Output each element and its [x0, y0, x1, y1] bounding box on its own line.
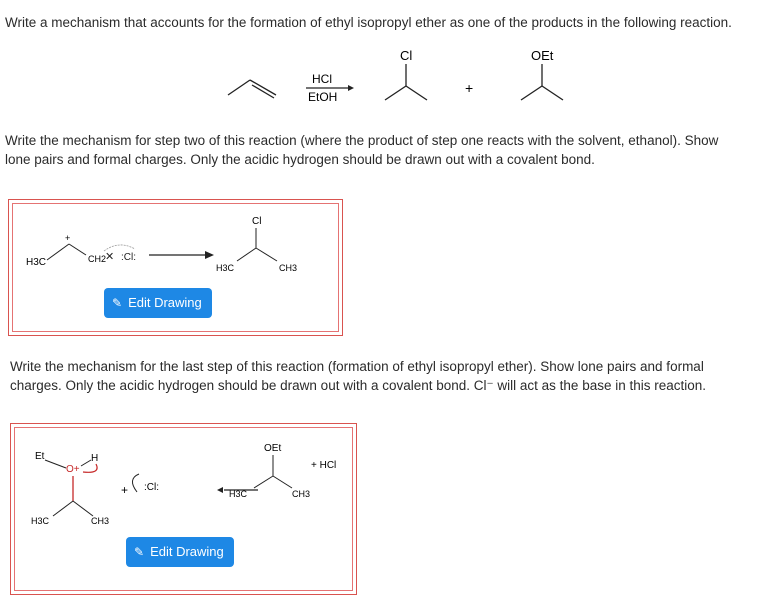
- reagent-etoh: EtOH: [308, 90, 338, 104]
- step2-text-line1: Write the mechanism for step two of this reaction (where the product of step one reacts with the solvent, ethanol). Show: [5, 133, 719, 148]
- ether-structure: [521, 64, 563, 100]
- propene-structure: [228, 80, 276, 98]
- step3-drawing: [11, 424, 356, 594]
- isopropyl-chloride-structure: [385, 64, 427, 100]
- hcl-byproduct: + HCl: [311, 460, 337, 471]
- oxonium-label: O+: [66, 464, 80, 475]
- right-cl-label: Cl: [252, 216, 262, 227]
- left-ch3-label: CH3: [91, 516, 110, 526]
- question-intro: Write a mechanism that accounts for the formation of ethyl isopropyl ether as one of the products in the following reaction.: [5, 15, 732, 30]
- reagent-hcl: HCl: [312, 72, 332, 86]
- right-h3c-label: H3C: [229, 489, 248, 499]
- chloride-ion-step3: :Cl:: [144, 482, 159, 493]
- et-label: Et: [35, 451, 45, 462]
- h-label: H: [91, 453, 99, 464]
- edit-drawing-button-step2[interactable]: ✎ Edit Drawing: [104, 288, 212, 318]
- product1-label: Cl: [400, 48, 413, 63]
- left-h3c-label: H3C: [31, 516, 50, 526]
- ch2-label: CH2: [88, 254, 107, 264]
- plus-sign-step3: +: [121, 483, 129, 497]
- step2-drawing-area[interactable]: [8, 199, 343, 336]
- chloride-ion: :Cl:: [121, 252, 136, 263]
- svg-text:✕: ✕: [105, 251, 115, 263]
- right-h3c-label: H3C: [216, 263, 235, 273]
- pencil-icon: ✎: [134, 545, 145, 559]
- left-h3c-label: H3C: [26, 257, 47, 268]
- svg-text:+: +: [65, 233, 71, 243]
- oet-label: OEt: [264, 443, 282, 454]
- step3-text-line1: Write the mechanism for the last step of this reaction (formation of ethyl isopropyl ether). Show lone pairs and formal: [10, 359, 704, 374]
- reaction-scheme: [220, 40, 580, 115]
- plus-sign: +: [465, 80, 474, 96]
- step3-text-line2: charges. Only the acidic hydrogen should be drawn out with a covalent bond. Cl⁻ will act as the base in this reaction.: [10, 378, 707, 393]
- step2-text-line2: lone pairs and formal charges. Only the acidic hydrogen should be drawn out with a covalent bond.: [5, 152, 595, 167]
- edit-drawing-button-step3[interactable]: ✎ Edit Drawing: [126, 537, 234, 567]
- right-ch3-label: CH3: [279, 263, 298, 273]
- right-ch3-label: CH3: [292, 489, 311, 499]
- step3-drawing-area[interactable]: [10, 423, 357, 595]
- product2-label: OEt: [531, 48, 554, 63]
- pencil-icon: ✎: [112, 296, 123, 310]
